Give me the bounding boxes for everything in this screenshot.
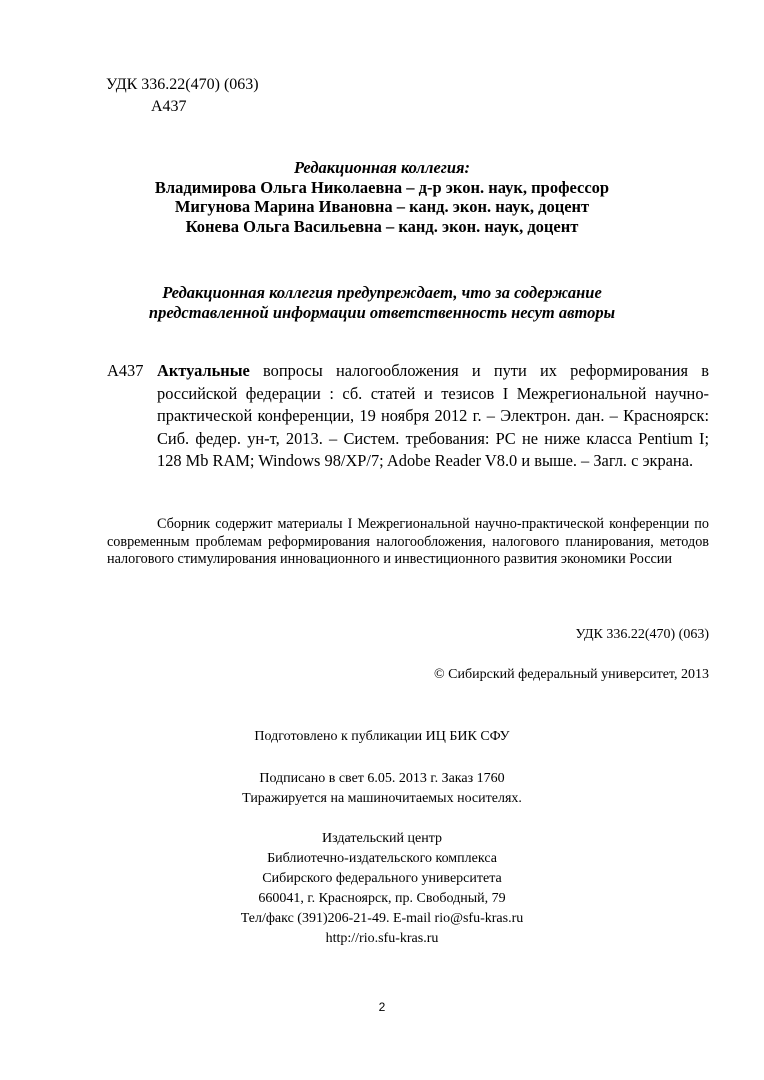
publication-info [100, 769, 664, 809]
udk-code-right: УДК 336.22(470) (063) [575, 627, 709, 642]
editorial-board-title: Редакционная коллегия: [293, 158, 471, 177]
author-sign-code: А437 [151, 98, 187, 115]
editorial-board-member: Владимирова Ольга Николаевна – д-р экон. наук, профессор [154, 177, 610, 197]
page-number: 2 [378, 1000, 386, 1014]
bibliographic-lead-word: Актуальные [157, 361, 250, 380]
warning-line: Редакционная коллегия предупреждает, что за содержание [162, 283, 602, 302]
publisher-contact: Тел/факс (391)206-21-49. E-mail rio@sfu-kras.ru [240, 911, 524, 926]
prepared-note: Подготовлено к публикации ИЦ БИК СФУ [254, 729, 510, 744]
publisher-address: 660041, г. Красноярск, пр. Свободный, 79 [258, 891, 506, 906]
warning-line: представленной информации ответственность несут авторы [148, 302, 616, 322]
bibliographic-description [157, 360, 709, 473]
publisher-website: http://rio.sfu-kras.ru [325, 931, 439, 946]
publication-info-line: Тиражируется на машиночитаемых носителях. [242, 791, 522, 806]
publisher-line: Издательский центр [321, 831, 443, 846]
editorial-board-member: Конева Ольга Васильевна – канд. экон. наук, доцент [185, 216, 579, 236]
bibliographic-record [107, 360, 709, 473]
bibliographic-text: вопросы налогообложения и пути их реформирования в российской федерации : сб. статей и тезисов I Межрегиональной научно-практической конференции, 19 ноября 2012 г. – Электрон. дан. – Красноярск: Сиб. федер. ун-т, 2013. – Систем. требования: PC не ниже класса Pentium I; 128 Mb RAM; Windows 98/XP/7; Adobe Reader V8.0 и выше. – Загл. с экрана. [157, 361, 709, 470]
publisher-line: Сибирского федерального университета [262, 871, 502, 886]
editorial-warning [100, 283, 664, 322]
publisher-info [100, 829, 664, 949]
publisher-line: Библиотечно-издательского комплекса [267, 851, 497, 866]
udk-code: УДК 336.22(470) (063) [106, 76, 259, 93]
editorial-board [100, 158, 664, 236]
copyright-notice: © Сибирский федеральный университет, 2013 [434, 667, 709, 682]
bibliographic-code: А437 [107, 361, 144, 380]
abstract-text: Сборник содержит материалы I Межрегиональной научно-практической конференции по современным проблемам реформирования налогообложения, налогового планирования, методов налогового стимулирования инновационного и инвестиционного развития экономики России [107, 516, 709, 567]
editorial-board-member: Мигунова Марина Ивановна – канд. экон. наук, доцент [174, 197, 590, 216]
abstract [107, 516, 709, 569]
publication-info-line: Подписано в свет 6.05. 2013 г. Заказ 1760 [259, 771, 505, 786]
